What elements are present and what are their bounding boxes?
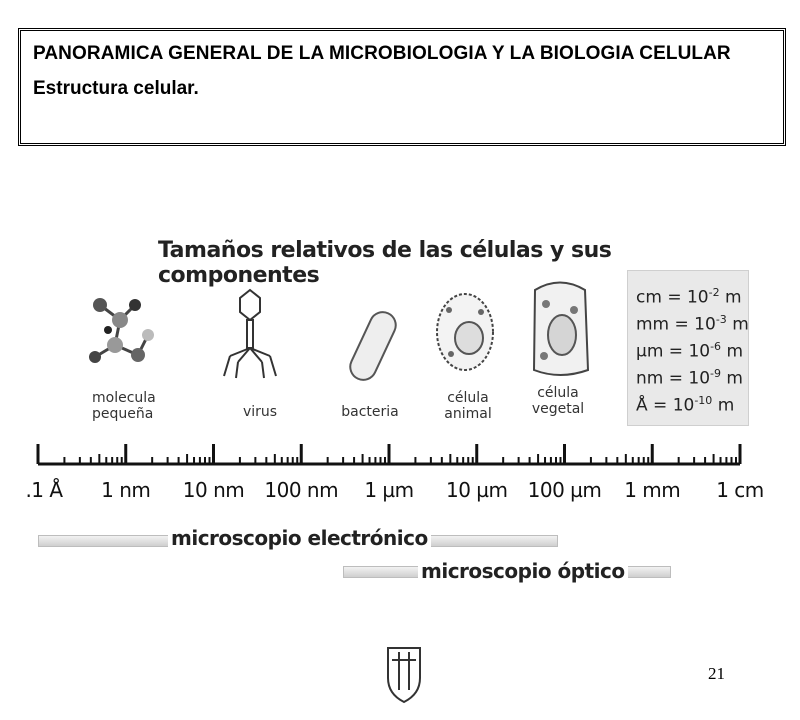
unit-exponent: -9 bbox=[710, 367, 721, 380]
organism-label-line: virus bbox=[242, 404, 278, 420]
scale-tick-label: 1 cm bbox=[716, 478, 764, 502]
unit-name: Å bbox=[636, 395, 648, 416]
unit-row bbox=[636, 360, 742, 387]
unit-base: = 10 bbox=[674, 314, 716, 335]
organism-label-line: célula bbox=[537, 385, 579, 401]
scale-tick-label: 1 mm bbox=[624, 478, 681, 502]
organism-label bbox=[438, 390, 498, 422]
scale-tick-label: 1 µm bbox=[364, 478, 414, 502]
animal-cell-icon bbox=[437, 294, 493, 370]
scale-tick-label: 10 nm bbox=[182, 478, 245, 502]
university-crest-icon bbox=[384, 644, 424, 706]
organism-label-line: célula bbox=[447, 390, 489, 406]
organism-label bbox=[92, 390, 156, 422]
organism-label bbox=[338, 404, 402, 420]
molecule-icon bbox=[89, 298, 154, 363]
scale-tick-label: 100 nm bbox=[264, 478, 339, 502]
unit-base: = 10 bbox=[668, 368, 711, 389]
unit-row bbox=[636, 279, 742, 306]
unit-suffix: m bbox=[724, 287, 742, 308]
unit-name: cm bbox=[636, 287, 662, 308]
unit-row bbox=[636, 387, 742, 414]
optical-microscope-label: microscopio óptico bbox=[418, 559, 628, 583]
unit-base: = 10 bbox=[653, 395, 695, 416]
unit-suffix: m bbox=[732, 314, 749, 335]
page-subtitle: Estructura celular. bbox=[33, 78, 199, 99]
scale-tick-label: 10 µm bbox=[445, 478, 508, 502]
title-box bbox=[18, 28, 786, 146]
unit-suffix: m bbox=[717, 395, 735, 416]
bacteria-icon bbox=[346, 308, 400, 384]
page-title: PANORAMICA GENERAL DE LA MICROBIOLOGIA Y LA BIOLOGIA CELULAR bbox=[33, 43, 731, 64]
unit-name: µm bbox=[636, 341, 664, 362]
plant-cell-icon bbox=[534, 283, 588, 376]
page-number: 21 bbox=[708, 664, 725, 683]
organism-label-line: bacteria bbox=[341, 404, 399, 420]
unit-exponent: -3 bbox=[715, 313, 727, 326]
organism-label-line: animal bbox=[444, 406, 492, 422]
organism-label bbox=[528, 385, 588, 417]
figure-title: Tamaños relativos de las células y sus componentes bbox=[158, 238, 612, 288]
unit-row bbox=[636, 306, 749, 335]
scale-tick-label: .1 Å bbox=[25, 478, 63, 502]
unit-row bbox=[636, 333, 742, 360]
unit-base: = 10 bbox=[667, 287, 709, 308]
virus-icon bbox=[224, 290, 276, 378]
electron-microscope-label: microscopio electrónico bbox=[168, 526, 431, 550]
size-scale-ruler bbox=[0, 430, 800, 476]
unit-base: = 10 bbox=[668, 341, 711, 362]
organism-label-line: pequeña bbox=[92, 406, 154, 422]
scale-tick-label: 100 µm bbox=[527, 478, 602, 502]
organism-label-line: molecula bbox=[92, 390, 156, 406]
unit-exponent: -10 bbox=[694, 394, 713, 407]
unit-suffix: m bbox=[726, 368, 743, 389]
units-legend bbox=[627, 270, 749, 426]
unit-name: nm bbox=[636, 368, 664, 389]
unit-suffix: m bbox=[726, 341, 744, 362]
unit-exponent: -6 bbox=[710, 340, 722, 353]
scale-tick-label: 1 nm bbox=[101, 478, 151, 502]
organism-label-line: vegetal bbox=[531, 401, 585, 417]
organism-label bbox=[230, 404, 290, 420]
organism-illustrations bbox=[60, 280, 620, 390]
unit-exponent: -2 bbox=[708, 286, 720, 299]
unit-name: mm bbox=[636, 314, 670, 335]
